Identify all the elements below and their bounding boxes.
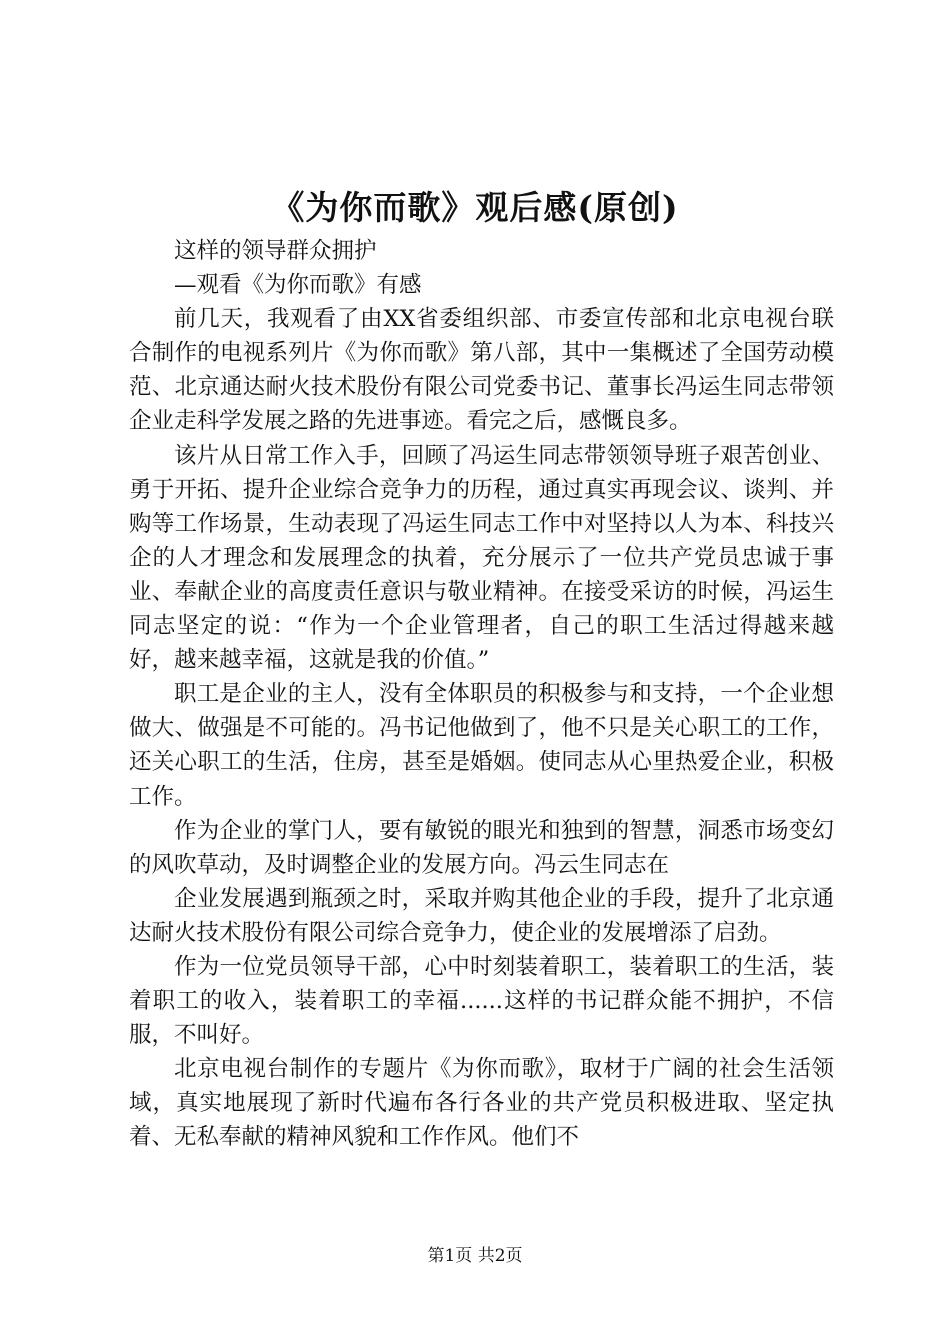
paragraph: 作为一位党员领导干部，心中时刻装着职工，装着职工的生活，装着职工的收入，装着职工的幸福......这样的书记群众能不拥护，不信服，不叫好。 <box>129 953 834 1049</box>
paragraph-subtitle-line2: —观看《为你而歌》有感 <box>174 272 422 299</box>
document-title: 《为你而歌》观后感(原创) <box>271 188 679 227</box>
paragraph: 职工是企业的主人，没有全体职员的积极参与和支持，一个企业想做大、做强是不可能的。冯书记他做到了，他不只是关心职工的工作，还关心职工的生活，住房，甚至是婚姻。使同志从心里热爱企业，积极工作。 <box>129 681 834 810</box>
paragraph: 该片从日常工作入手，回顾了冯运生同志带领领导班子艰苦创业、勇于开拓、提升企业综合竞争力的历程，通过真实再现会议、谈判、并购等工作场景，生动表现了冯运生同志工作中对坚持以人为本、科技兴企的人才理念和发展理念的执着，充分展示了一位共产党员忠诚于事业、奉献企业的高度责任意识与敬业精神。在接受采访的时候，冯运生同志坚定的说：“作为一个企业管理者，自己的职工生活过得越来越好，越来越幸福，这就是我的价值。” <box>129 442 834 674</box>
paragraph: 作为企业的掌门人，要有敏锐的眼光和独到的智慧，洞悉市场变幻的风吹草动，及时调整企业的发展方向。冯云生同志在 <box>129 817 834 878</box>
paragraph-subtitle: 这样的领导群众拥护 <box>174 238 377 264</box>
paragraph: 企业发展遇到瓶颈之时，采取并购其他企业的手段，提升了北京通达耐火技术股份有限公司综合竞争力，使企业的发展增添了启劲。 <box>129 885 834 946</box>
paragraph: 前几天，我观看了由XX省委组织部、市委宣传部和北京电视台联合制作的电视系列片《为你而歌》第八部，其中一集概述了全国劳动模范、北京通达耐火技术股份有限公司党委书记、董事长冯运生同志带领企业走科学发展之路的先进事迹。看完之后，感慨良多。 <box>129 306 834 435</box>
page-footer: 第1页 共2页 <box>427 1246 523 1266</box>
paragraph: 北京电视台制作的专题片《为你而歌》，取材于广阔的社会生活领域，真实地展现了新时代遍布各行各业的共产党员积极进取、坚定执着、无私奉献的精神风貌和工作作风。他们不 <box>129 1056 834 1151</box>
document-body <box>129 234 834 1155</box>
